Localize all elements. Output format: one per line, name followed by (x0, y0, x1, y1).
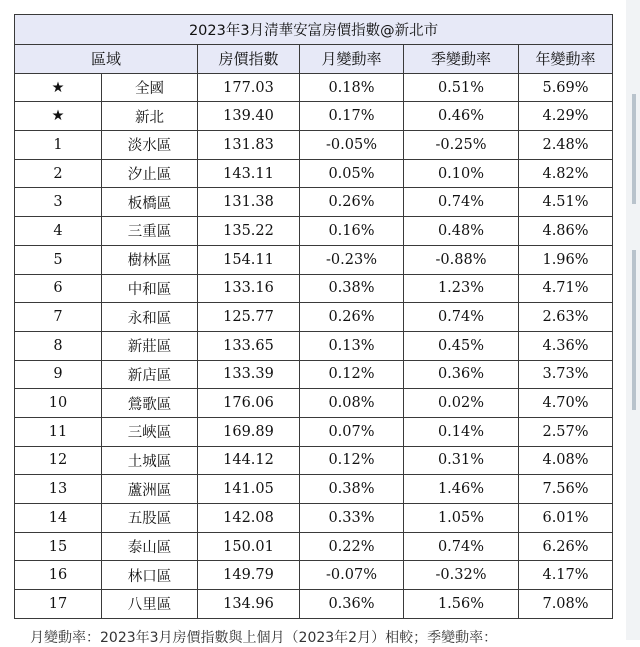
row-monthly-change: -0.05% (300, 131, 404, 160)
row-yearly-change: 4.36% (519, 331, 613, 360)
header-index: 房價指數 (198, 45, 300, 74)
row-yearly-change: 4.29% (519, 102, 613, 131)
row-yearly-change: 4.86% (519, 217, 613, 246)
row-rank: 16 (15, 561, 102, 590)
row-monthly-change: 0.13% (300, 331, 404, 360)
row-price-index: 131.38 (198, 188, 300, 217)
row-yearly-change: 4.71% (519, 274, 613, 303)
row-quarterly-change: 0.45% (404, 331, 519, 360)
row-rank: 14 (15, 504, 102, 533)
header-region: 區域 (15, 45, 198, 74)
house-price-index-table (14, 14, 613, 619)
row-district: 八里區 (102, 590, 198, 619)
row-yearly-change: 2.48% (519, 131, 613, 160)
row-quarterly-change: 1.46% (404, 475, 519, 504)
row-quarterly-change: 0.10% (404, 159, 519, 188)
row-quarterly-change: 1.56% (404, 590, 519, 619)
row-yearly-change: 4.08% (519, 446, 613, 475)
row-yearly-change: 5.69% (519, 73, 613, 102)
row-quarterly-change: -0.32% (404, 561, 519, 590)
row-district: 淡水區 (102, 131, 198, 160)
row-monthly-change: 0.16% (300, 217, 404, 246)
row-monthly-change: 0.26% (300, 303, 404, 332)
table-row (15, 188, 613, 217)
row-yearly-change: 4.82% (519, 159, 613, 188)
row-rank: 1 (15, 131, 102, 160)
row-monthly-change: -0.07% (300, 561, 404, 590)
row-monthly-change: 0.05% (300, 159, 404, 188)
row-district: 鶯歌區 (102, 389, 198, 418)
table-row (15, 217, 613, 246)
table-row (15, 590, 613, 619)
row-monthly-change: 0.18% (300, 73, 404, 102)
table-row (15, 475, 613, 504)
table-row (15, 274, 613, 303)
row-monthly-change: 0.12% (300, 360, 404, 389)
row-rank: 12 (15, 446, 102, 475)
row-quarterly-change: 0.14% (404, 417, 519, 446)
row-price-index: 142.08 (198, 504, 300, 533)
row-quarterly-change: 0.74% (404, 303, 519, 332)
row-district: 新店區 (102, 360, 198, 389)
row-quarterly-change: 0.48% (404, 217, 519, 246)
row-district: 全國 (102, 73, 198, 102)
row-rank: ★ (15, 73, 102, 102)
footnote: 月變動率：2023年3月房價指數與上個月（2023年2月）相較；季變動率： (30, 630, 498, 646)
row-price-index: 131.83 (198, 131, 300, 160)
table-row (15, 446, 613, 475)
row-rank: 2 (15, 159, 102, 188)
row-price-index: 135.22 (198, 217, 300, 246)
row-rank: 3 (15, 188, 102, 217)
header-yearly-change: 年變動率 (519, 45, 613, 74)
row-district: 中和區 (102, 274, 198, 303)
row-yearly-change: 7.08% (519, 590, 613, 619)
row-district: 林口區 (102, 561, 198, 590)
row-price-index: 144.12 (198, 446, 300, 475)
row-rank: 8 (15, 331, 102, 360)
row-district: 永和區 (102, 303, 198, 332)
row-district: 汐止區 (102, 159, 198, 188)
row-quarterly-change: 1.23% (404, 274, 519, 303)
header-row (15, 45, 613, 74)
row-price-index: 177.03 (198, 73, 300, 102)
row-price-index: 143.11 (198, 159, 300, 188)
table-row (15, 159, 613, 188)
row-monthly-change: 0.26% (300, 188, 404, 217)
row-rank: 4 (15, 217, 102, 246)
row-price-index: 125.77 (198, 303, 300, 332)
row-district: 三峽區 (102, 417, 198, 446)
row-rank: 9 (15, 360, 102, 389)
row-monthly-change: 0.38% (300, 475, 404, 504)
row-yearly-change: 4.51% (519, 188, 613, 217)
row-quarterly-change: 0.36% (404, 360, 519, 389)
row-rank: 10 (15, 389, 102, 418)
row-rank: 7 (15, 303, 102, 332)
table-title: 2023年3月清華安富房價指數@新北市 (15, 15, 613, 45)
row-price-index: 169.89 (198, 417, 300, 446)
table-row (15, 331, 613, 360)
row-monthly-change: -0.23% (300, 245, 404, 274)
row-price-index: 176.06 (198, 389, 300, 418)
row-monthly-change: 0.36% (300, 590, 404, 619)
row-quarterly-change: 0.74% (404, 532, 519, 561)
row-price-index: 154.11 (198, 245, 300, 274)
row-monthly-change: 0.17% (300, 102, 404, 131)
row-yearly-change: 2.63% (519, 303, 613, 332)
row-district: 板橋區 (102, 188, 198, 217)
row-price-index: 133.16 (198, 274, 300, 303)
table-row (15, 303, 613, 332)
header-quarterly-change: 季變動率 (404, 45, 519, 74)
row-quarterly-change: 1.05% (404, 504, 519, 533)
row-price-index: 141.05 (198, 475, 300, 504)
row-district: 新莊區 (102, 331, 198, 360)
row-yearly-change: 6.01% (519, 504, 613, 533)
row-rank: 13 (15, 475, 102, 504)
row-quarterly-change: 0.74% (404, 188, 519, 217)
row-rank: ★ (15, 102, 102, 131)
row-rank: 15 (15, 532, 102, 561)
table-row (15, 102, 613, 131)
row-quarterly-change: -0.88% (404, 245, 519, 274)
row-quarterly-change: 0.51% (404, 73, 519, 102)
row-quarterly-change: 0.31% (404, 446, 519, 475)
row-monthly-change: 0.08% (300, 389, 404, 418)
table-body (15, 73, 613, 618)
table-row (15, 417, 613, 446)
row-district: 五股區 (102, 504, 198, 533)
row-district: 新北 (102, 102, 198, 131)
row-monthly-change: 0.22% (300, 532, 404, 561)
right-edge-strip (626, 0, 640, 640)
row-price-index: 133.65 (198, 331, 300, 360)
row-quarterly-change: 0.46% (404, 102, 519, 131)
row-district: 樹林區 (102, 245, 198, 274)
strip-mark (632, 250, 636, 410)
strip-mark (632, 94, 636, 204)
table-row (15, 245, 613, 274)
row-price-index: 150.01 (198, 532, 300, 561)
row-yearly-change: 2.57% (519, 417, 613, 446)
row-district: 土城區 (102, 446, 198, 475)
row-monthly-change: 0.12% (300, 446, 404, 475)
row-rank: 11 (15, 417, 102, 446)
row-quarterly-change: 0.02% (404, 389, 519, 418)
row-rank: 5 (15, 245, 102, 274)
row-yearly-change: 4.70% (519, 389, 613, 418)
row-rank: 6 (15, 274, 102, 303)
row-monthly-change: 0.38% (300, 274, 404, 303)
row-yearly-change: 4.17% (519, 561, 613, 590)
row-district: 三重區 (102, 217, 198, 246)
row-quarterly-change: -0.25% (404, 131, 519, 160)
row-price-index: 139.40 (198, 102, 300, 131)
row-rank: 17 (15, 590, 102, 619)
row-price-index: 133.39 (198, 360, 300, 389)
row-district: 泰山區 (102, 532, 198, 561)
table-row (15, 389, 613, 418)
row-monthly-change: 0.07% (300, 417, 404, 446)
table-row (15, 131, 613, 160)
title-row (15, 15, 613, 45)
header-monthly-change: 月變動率 (300, 45, 404, 74)
row-district: 蘆洲區 (102, 475, 198, 504)
row-yearly-change: 7.56% (519, 475, 613, 504)
row-price-index: 149.79 (198, 561, 300, 590)
row-yearly-change: 3.73% (519, 360, 613, 389)
row-yearly-change: 6.26% (519, 532, 613, 561)
table-row (15, 504, 613, 533)
table-row (15, 73, 613, 102)
table-row (15, 532, 613, 561)
row-monthly-change: 0.33% (300, 504, 404, 533)
table-row (15, 561, 613, 590)
row-yearly-change: 1.96% (519, 245, 613, 274)
table-row (15, 360, 613, 389)
row-price-index: 134.96 (198, 590, 300, 619)
